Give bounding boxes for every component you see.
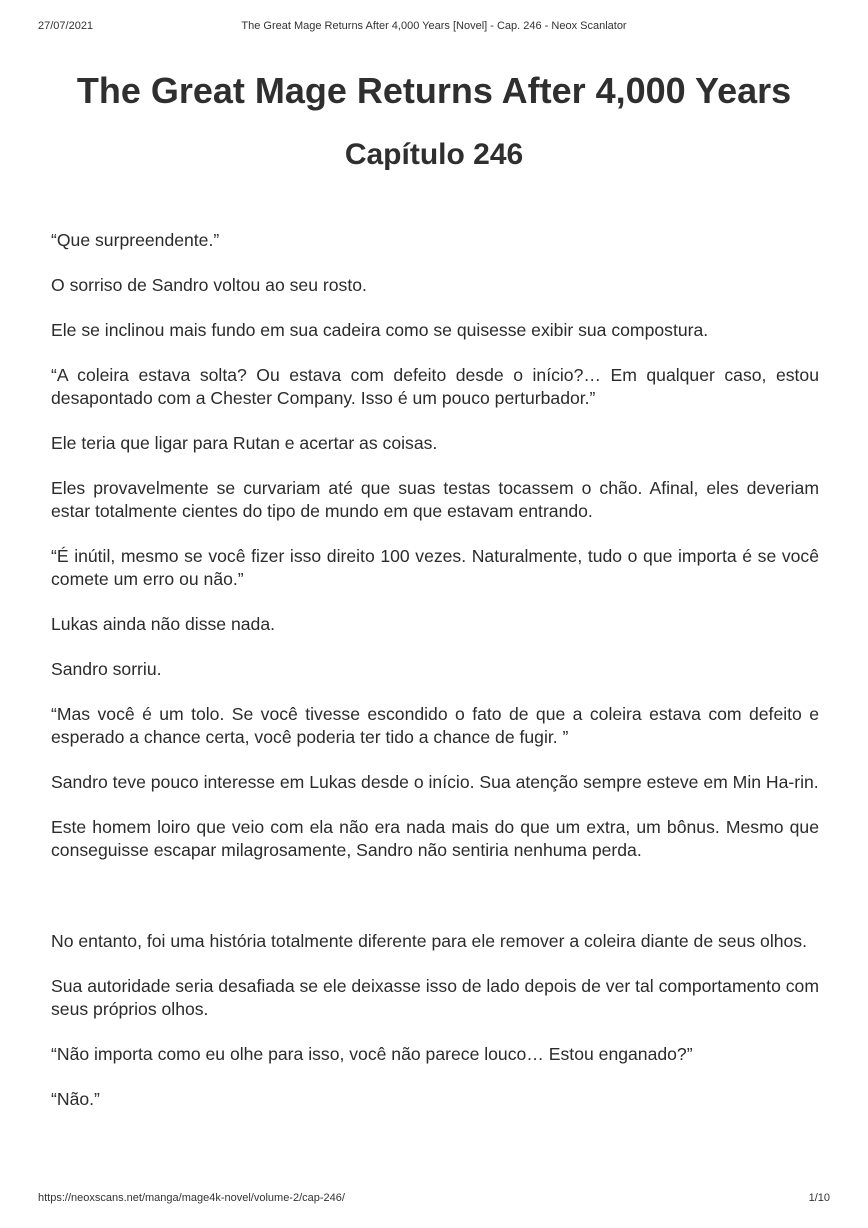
- paragraph: O sorriso de Sandro voltou ao seu rosto.: [51, 275, 367, 295]
- paragraph: Ele se inclinou mais fundo em sua cadeira como se quisesse exibir sua compostura.: [51, 320, 709, 340]
- paragraph: Eles provavelmente se curvariam até que suas testas tocassem o chão. Afinal, eles deveriam estar totalmente cientes do tipo de mundo em que estavam entrando.: [51, 478, 819, 521]
- chapter-content: [51, 229, 819, 1133]
- book-title: The Great Mage Returns After 4,000 Years: [76, 70, 792, 111]
- paragraph: Sandro sorriu.: [51, 659, 162, 679]
- print-footer: [38, 1192, 830, 1206]
- paragraph: Lukas ainda não disse nada.: [51, 614, 276, 634]
- paragraph: Ele teria que ligar para Rutan e acertar as coisas.: [51, 433, 438, 453]
- paragraph: No entanto, foi uma história totalmente diferente para ele remover a coleira diante de seus olhos.: [51, 931, 807, 951]
- paragraph: Este homem loiro que veio com ela não era nada mais do que um extra, um bônus. Mesmo que conseguisse escapar milagrosamente, Sandro não sentiria nenhuma perda.: [51, 817, 819, 860]
- paragraph: “É inútil, mesmo se você fizer isso direito 100 vezes. Naturalmente, tudo o que importa é se você comete um erro ou não.”: [51, 546, 819, 589]
- print-date: 27/07/2021: [38, 20, 94, 32]
- paragraph: “Mas você é um tolo. Se você tivesse escondido o fato de que a coleira estava com defeito e esperado a chance certa, você poderia ter tido a chance de fugir. ”: [51, 704, 819, 747]
- paragraph: “Não importa como eu olhe para isso, você não parece louco… Estou enganado?”: [51, 1044, 693, 1064]
- print-url: https://neoxscans.net/manga/mage4k-novel/volume-2/cap-246/: [38, 1192, 345, 1204]
- paragraph: “Que surpreendente.”: [51, 230, 220, 250]
- print-header: [38, 20, 830, 34]
- paragraph: “A coleira estava solta? Ou estava com defeito desde o início?… Em qualquer caso, estou desapontado com a Chester Company. Isso é um pouco perturbador.”: [51, 365, 819, 408]
- page-number: 1/10: [808, 1192, 830, 1204]
- paragraph: Sandro teve pouco interesse em Lukas desde o início. Sua atenção sempre esteve em Min Ha-rin.: [51, 772, 819, 792]
- paragraph: “Não.”: [51, 1089, 100, 1109]
- chapter-title: Capítulo 246: [344, 138, 524, 171]
- paragraph: Sua autoridade seria desafiada se ele deixasse isso de lado depois de ver tal comportamento com seus próprios olhos.: [51, 976, 819, 1019]
- print-page-title: The Great Mage Returns After 4,000 Years [Novel] - Cap. 246 - Neox Scanlator: [241, 20, 627, 32]
